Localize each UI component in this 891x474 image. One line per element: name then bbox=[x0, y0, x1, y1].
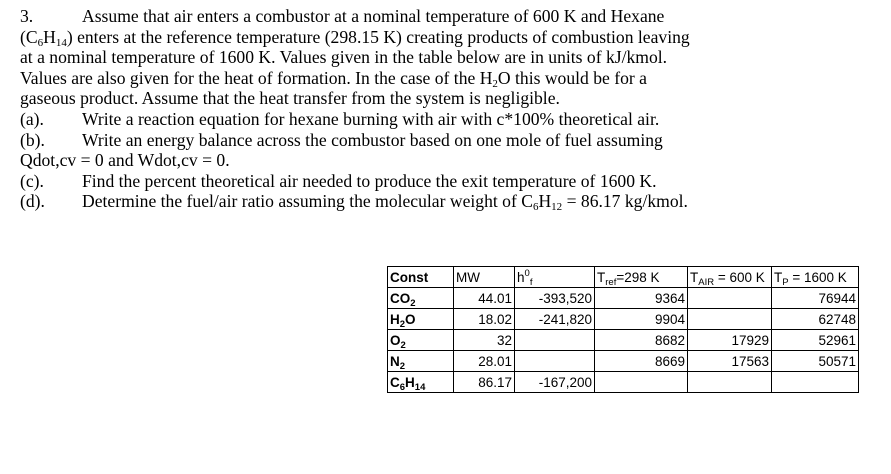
table-row: $C_6H_{14}$ 86.17 -167,200 bbox=[388, 372, 859, 393]
header-heat-of-formation: $h^0_f$ bbox=[515, 267, 595, 288]
intro-line-1: 3. Assume that air enters a combustor at a nominal temperature of 600 K and Hexane bbox=[20, 6, 665, 26]
problem-statement bbox=[20, 6, 880, 212]
table-row: $O_2$ 32 8682 17929 52961 bbox=[388, 330, 859, 351]
part-b-continued: Qdot,cv = 0 and Wdot,cv = 0. bbox=[20, 150, 230, 171]
header-tair: $T_{AIR} = 600$ K bbox=[688, 267, 772, 288]
table-row: $CO_2$ 44.01 -393,520 9364 76944 bbox=[388, 288, 859, 309]
species-co2: $CO_2$ bbox=[388, 288, 454, 309]
species-n2: $N_2$ bbox=[388, 351, 454, 372]
header-const: Const bbox=[388, 267, 454, 288]
table-row: $N_2$ 28.01 8669 17563 50571 bbox=[388, 351, 859, 372]
species-o2: $O_2$ bbox=[388, 330, 454, 351]
part-b: (b). Write an energy balance across the combustor based on one mole of fuel assuming bbox=[20, 129, 663, 150]
species-h2o: $H_2O$ bbox=[388, 309, 454, 330]
table-row: $H_2O$ 18.02 -241,820 9904 62748 bbox=[388, 309, 859, 330]
part-a: (a). Write a reaction equation for hexane burning with air with c*100% theoretical air. bbox=[20, 108, 660, 129]
properties-table bbox=[387, 266, 859, 393]
intro-line-4: Values are also given for the heat of formation. In the case of the $H_2O$ this would be for a bbox=[20, 67, 647, 90]
intro-line-2: $(C_6H_{14})$ enters at the reference temperature (298.15 K) creating products of combustion leaving bbox=[20, 26, 690, 49]
table-header-row bbox=[388, 267, 859, 288]
part-d: (d). Determine the fuel/air ratio assuming the molecular weight of $C_6H_{12} = 86.17$ kg/kmol. bbox=[20, 191, 688, 214]
header-tp: $T_P = 1600$ K bbox=[772, 267, 859, 288]
problem-number: 3. bbox=[20, 6, 34, 26]
part-c: (c). Find the percent theoretical air needed to produce the exit temperature of 1600 K. bbox=[20, 170, 657, 191]
header-tref: $T_{ref}=298$ K bbox=[595, 267, 688, 288]
intro-line-5: gaseous product. Assume that the heat transfer from the system is negligible. bbox=[20, 88, 560, 109]
intro-line-3: at a nominal temperature of 1600 K. Values given in the table below are in units of kJ/kmol. bbox=[20, 47, 668, 68]
species-c6h14: $C_6H_{14}$ bbox=[388, 372, 454, 393]
header-mw: MW bbox=[454, 267, 515, 288]
